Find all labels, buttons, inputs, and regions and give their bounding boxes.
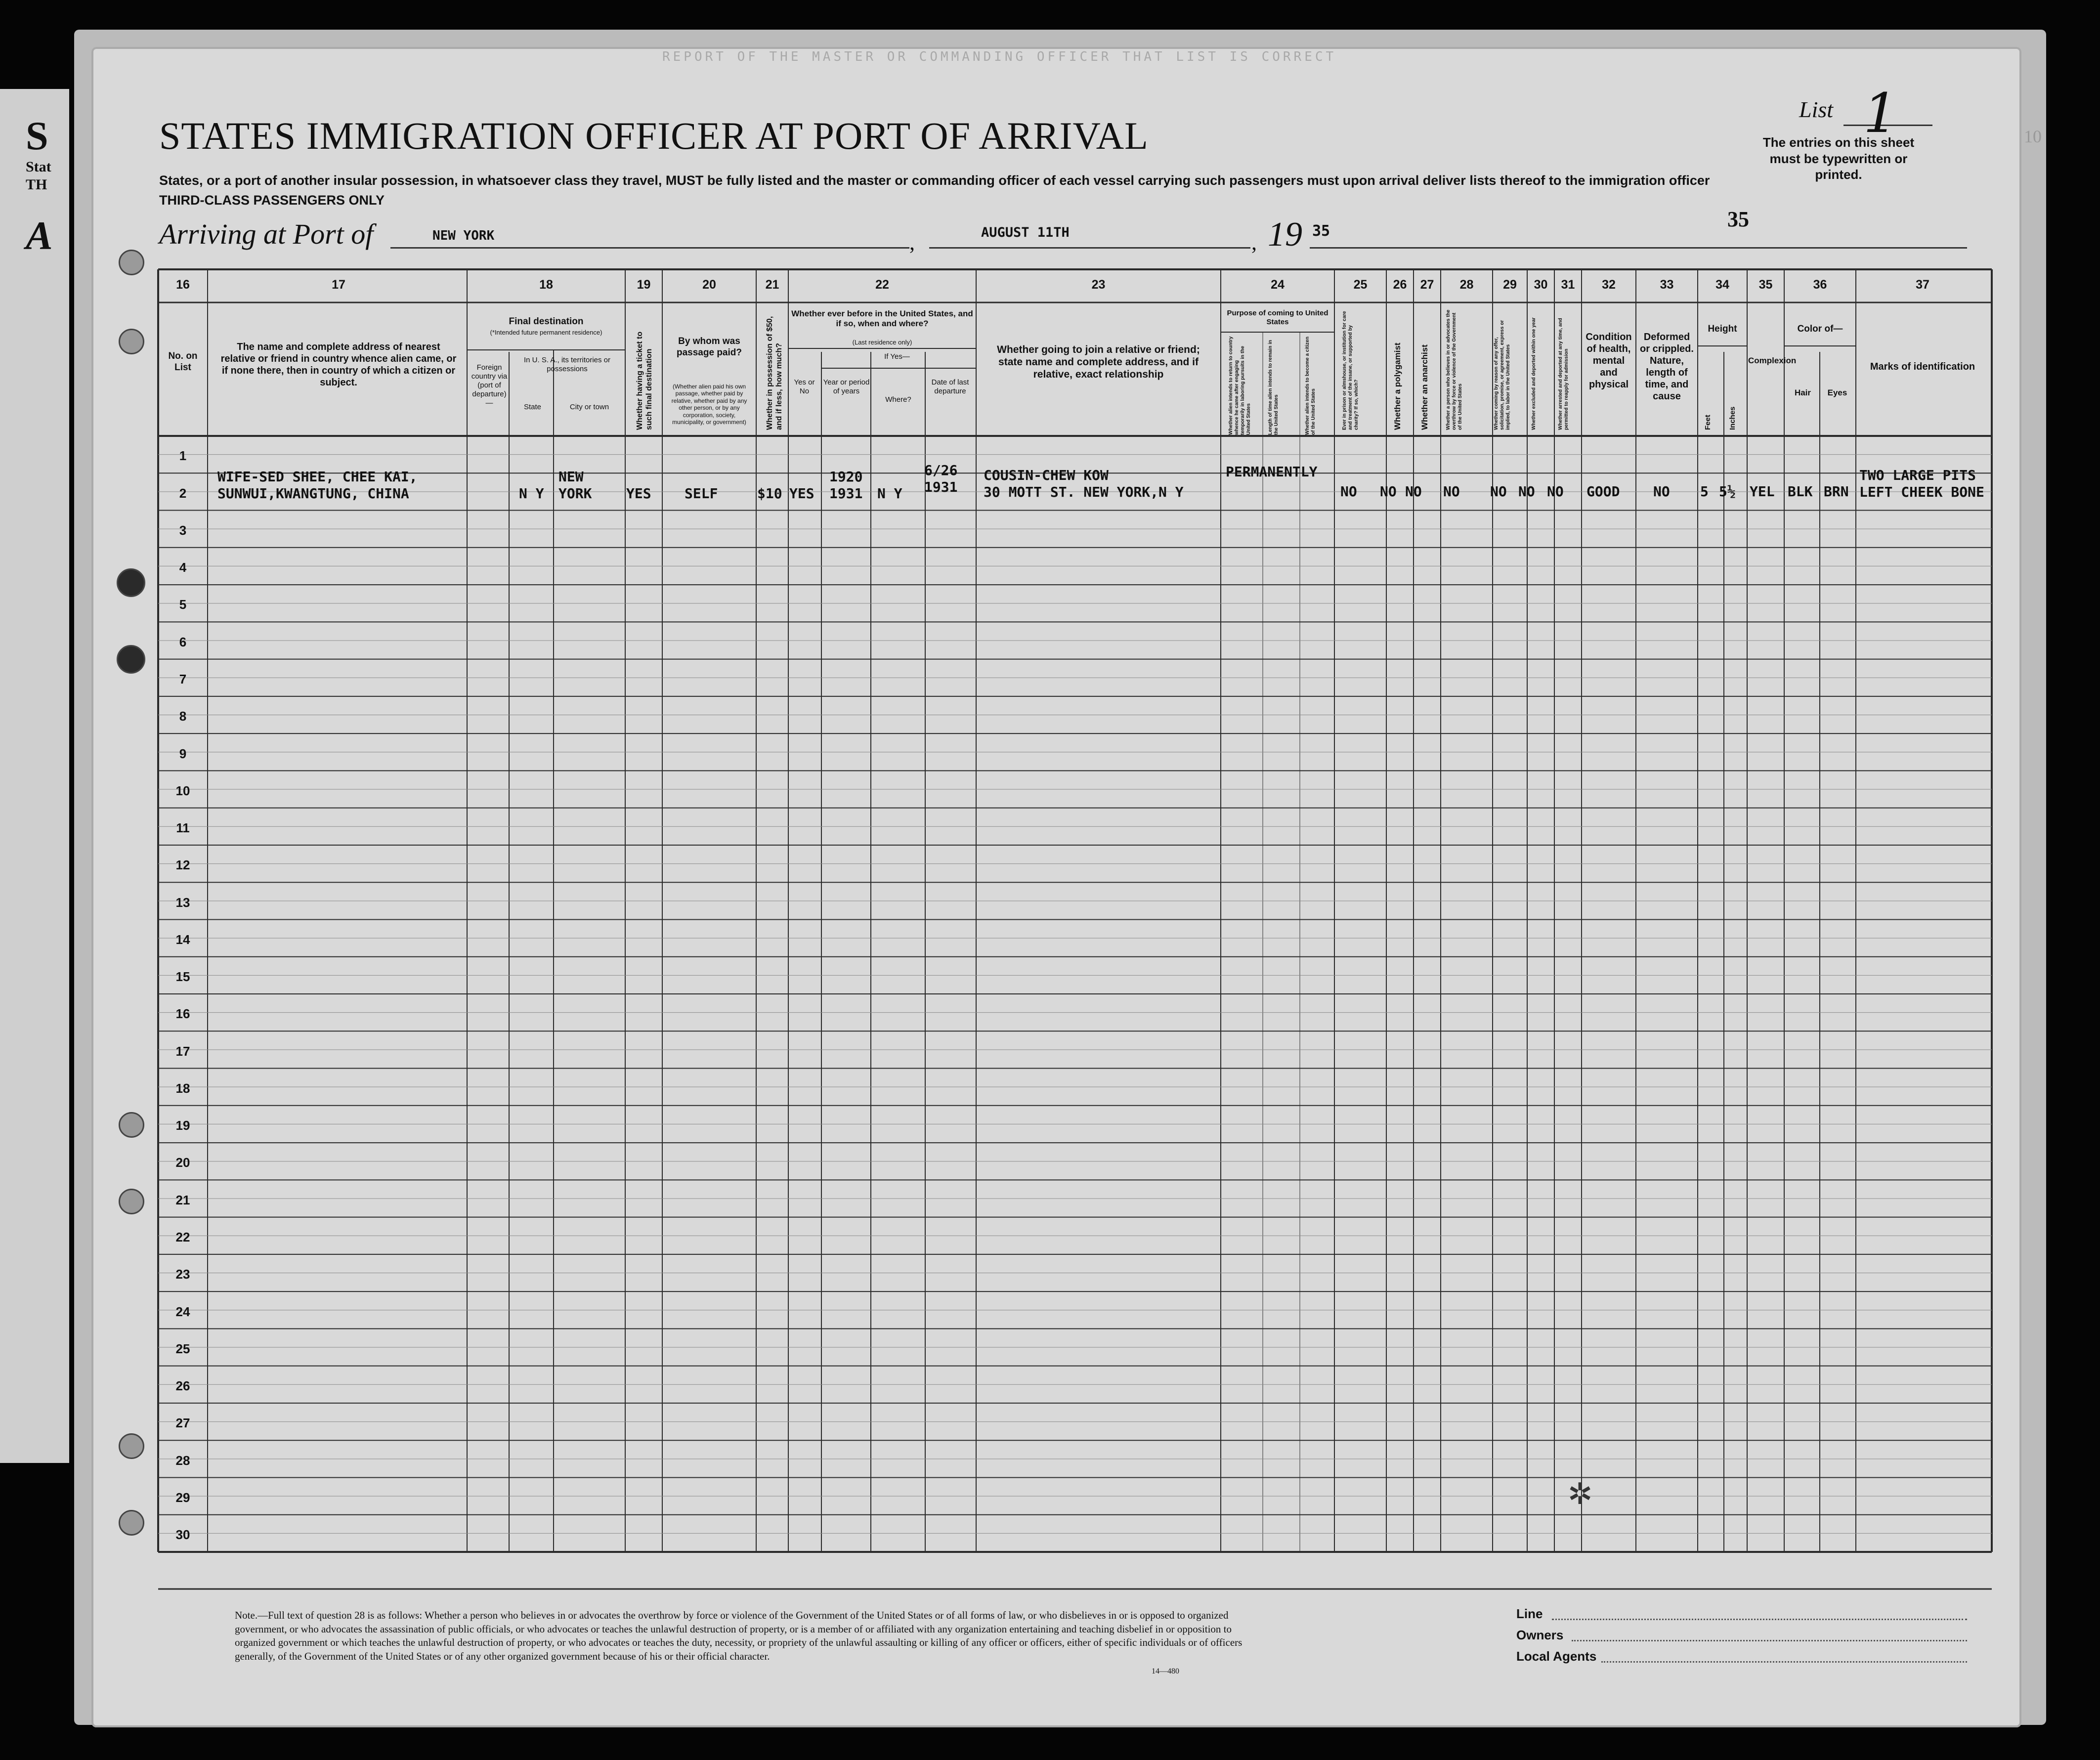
entry-state: N Y [519,485,544,502]
entry-where: N Y [877,485,902,502]
col-num-33: 33 [1660,278,1674,292]
hdr-city: City or town [569,403,609,411]
page-number: 35 [1727,207,1749,231]
entry-complexion: YEL [1750,483,1775,500]
hdr-anarchist: Whether an anarchist [1420,344,1429,430]
row-number: 15 [175,969,190,985]
line-field [1552,1619,1967,1620]
col-num-34: 34 [1715,278,1729,292]
hdr-passage-note: (Whether alien paid his own passage, whether paid by relative, whether paid by any other person, or by any corporation, society, municipality, or government) [671,383,747,426]
entry-last-departure [924,462,957,495]
hdr-no-on-list: No. on List [168,351,198,373]
hdr-relative: The name and complete address of nearest relative or friend in country whence alien came, or if none there, then in country of which a citizen or subject. [220,342,457,388]
hdr-if-yes: If Yes— [884,352,910,361]
col-num-17: 17 [332,278,345,292]
entry-eyes: BRN [1824,483,1849,500]
page-subtitle: States, or a port of another insular possession, in whatsoever class they travel, MUST be fully listed and the master or commanding officer of each vessel carrying such passengers must upon arrival deliver lists thereof to the immigration officer [159,173,1710,188]
row-number: 14 [175,932,190,947]
hdr-inches: Inches [1728,406,1737,430]
row-number: 27 [175,1416,190,1431]
col-num-16: 16 [176,278,190,292]
col-num-20: 20 [702,278,716,292]
row-number: 7 [179,671,187,687]
hdr-yes-or-no: Yes or No [794,378,815,395]
col-num-21: 21 [765,278,779,292]
margin-note: 10 [2024,127,2042,146]
entry-purpose: PERMANENTLY [1226,464,1318,480]
row-number: 12 [175,858,190,873]
col-num-35: 35 [1758,278,1773,292]
col-num-27: 27 [1420,278,1434,292]
arriving-label: Arriving at Port of [159,218,374,250]
hdr-deported: Whether arrested and deported at any time, and permitted to reapply for admission [1558,318,1569,430]
entry-labor-offer: NO [1490,483,1507,500]
line-label: Line [1516,1606,1543,1621]
agents-label: Local Agents [1516,1649,1597,1664]
hdr-going-to-join: Whether going to join a relative or friend; state name and complete address, and if relative, exact relationship [997,344,1200,381]
marks-line-2: LEFT CHEEK BONE [1859,483,1984,500]
year-prefix: 19 [1268,215,1302,254]
hdr-health: Condition of health, mental and physical [1586,332,1632,390]
entry-before-in-us: YES [789,485,814,502]
hdr-marks: Marks of identification [1870,361,1975,372]
hdr-complexion: Complexion [1748,356,1797,365]
hdr-state: State [523,403,542,411]
hdr-purpose: Purpose of coming to United States [1227,309,1329,326]
form-code: 14—480 [1152,1667,1179,1675]
row-number: 17 [175,1043,190,1059]
row-number: 24 [175,1304,190,1319]
row-number: 3 [179,522,187,538]
entry-deformed: NO [1653,483,1670,500]
row-number: 4 [179,560,187,575]
row-number: 10 [175,783,190,798]
city-line-2: YORK [558,485,592,502]
relative-line-1: WIFE-SED SHEE, CHEE KAI, [217,469,418,485]
arrival-date: AUGUST 11TH [981,225,1070,240]
col-num-26: 26 [1393,278,1407,292]
hdr-height: Height [1708,324,1737,334]
col-num-23: 23 [1091,278,1106,292]
hdr-passage-paid: By whom was passage paid? [677,336,742,358]
entry-inches: 5½ [1719,483,1736,500]
row-number: 26 [175,1378,190,1394]
row-number: 29 [175,1490,190,1505]
hdr-fifty-dollars: Whether in possession of $50, and if less, how much? [766,316,784,430]
join-line-1: COUSIN-CHEW KOW [984,467,1109,483]
col-num-32: 32 [1602,278,1616,292]
col-num-30: 30 [1534,278,1548,292]
row-number: 23 [175,1267,190,1282]
col-num-36: 36 [1813,278,1827,292]
hdr-last-departure: Date of last departure [931,378,969,395]
hdr-purpose-return: Whether alien intends to return to country whence he came after engaging temporarily in laboring pursuits in the United States [1228,336,1251,435]
row-number: 1 [179,448,187,464]
page-title: STATES IMMIGRATION OFFICER AT PORT OF ARRIVAL [159,114,1149,157]
col-num-24: 24 [1271,278,1285,292]
row-number: 6 [179,634,187,649]
entry-hair: BLK [1788,483,1813,500]
entry-years [829,469,862,502]
hdr-hair: Hair [1794,388,1811,397]
hdr-polygamist: Whether a polygamist [1393,343,1402,430]
row-number: 5 [179,597,187,612]
typewritten-notice: The entries on this sheet must be typewritten or printed. [1762,135,1915,182]
hdr-prison: Ever in prison or almshouse, or institution for care and treatment of the insane, or supported by charity? If so, which? [1342,311,1359,430]
join-line-2: 30 MOTT ST. NEW YORK,N Y [984,483,1184,500]
edge-small-text-2: TH [26,176,47,193]
hdr-labor-offer: Whether coming by reason of any offer, solicitation, promise, or agreement, express or implied, to labor in the United States [1494,320,1511,430]
col-num-37: 37 [1916,278,1929,292]
hdr-in-usa: In U. S. A., its territories or possessions [523,356,611,373]
owners-field [1572,1640,1967,1641]
entry-relative [217,469,418,502]
list-label: List [1799,97,1834,122]
hdr-foreign-country: Foreign country via (port of departure)— [471,363,508,407]
owners-label: Owners [1516,1628,1564,1642]
edge-small-text-1: Stat [26,159,51,175]
row-number: 28 [175,1453,190,1468]
col-num-28: 28 [1459,278,1474,292]
col-num-22: 22 [875,278,889,292]
hdr-purpose-length: Length of time alien intends to remain in the United States [1268,340,1279,435]
entry-ticket: YES [626,485,651,502]
years-line-1: 1920 [829,469,863,485]
row-number: 18 [175,1080,190,1096]
entry-money: $10 [757,485,782,502]
hdr-purpose-citizen: Whether alien intends to become a citizen of the United States [1305,337,1316,435]
hdr-excluded: Whether excluded and deported within one year [1531,317,1537,430]
hdr-last-residence: (Last residence only) [852,339,912,346]
entry-paid-by: SELF [685,485,718,502]
hdr-ticket: Whether having a ticket to such final destination [636,331,654,430]
port-value: NEW YORK [432,228,495,243]
edge-big-letter: S [26,113,48,158]
ink-smudge: ✲ [1568,1478,1593,1510]
hdr-final-destination: Final destination [509,316,584,327]
passenger-class: THIRD-CLASS PASSENGERS ONLY [159,193,385,208]
entry-overthrow: NO [1443,483,1460,500]
entry-deported: NO [1547,483,1564,500]
entry-marks [1859,467,1984,500]
row-number: 11 [176,820,190,836]
col-num-25: 25 [1353,278,1368,292]
row-number: 9 [179,746,187,761]
hdr-deformed: Deformed or crippled. Nature, length of time, and cause [1640,332,1694,402]
comma-2: , [1251,230,1257,255]
agents-field [1601,1661,1967,1663]
col-num-18: 18 [539,278,553,292]
years-line-2: 1931 [829,485,863,502]
entry-health: GOOD [1586,483,1620,500]
hdr-year-period: Year or period of years [823,378,870,395]
bleed-through-text: REPORT OF THE MASTER OR COMMANDING OFFICER THAT LIST IS CORRECT [662,49,1337,64]
entry-excluded: NO [1518,483,1535,500]
row-number: 21 [175,1192,190,1207]
entry-polygamist: NO [1380,483,1397,500]
entry-prison: NO [1340,483,1357,500]
row-number: 30 [175,1527,190,1543]
hdr-feet: Feet [1704,415,1712,430]
departure-line-1: 6/26 [924,462,958,478]
col-num-29: 29 [1503,278,1517,292]
col-num-19: 19 [637,278,651,292]
col-num-31: 31 [1561,278,1575,292]
footer-note: Note.—Full text of question 28 is as follows: Whether a person who believes in or advocates the overthrow by force or violence of the Government of the United States or of all forms of law, or who disbelieves in or is opposed to organized government, or who advocates the assassination of public officials, or who advocates or teaches the unlawful destruction of property, or is a member of or affiliated with any organization entertaining and teaching disbelief in or opposition to organized government or which teaches the unlawful destruction of property, or who advocates or teaches the duty, necessity, or propriety of the unlawful assaulting or killing of any officer or officers, either of specific individuals or of officers generally, of the Government of the United States or of any other organized government because of his or their official character. [235,1609,1243,1663]
entry-anarchist: NO [1405,483,1422,500]
year-suffix: 35 [1312,222,1330,240]
entry-feet: 5 [1700,483,1709,500]
list-number: 1 [1863,82,1898,145]
hdr-overthrow: Whether a person who believes in or advocates the overthrow by force or violence of the Government of the United States [1446,309,1463,430]
hdr-eyes: Eyes [1827,388,1847,397]
row-number: 2 [179,485,187,501]
marks-line-1: TWO LARGE PITS [1859,467,1976,483]
departure-line-2: 1931 [924,478,958,495]
edge-big-letter-2: A [26,213,53,258]
city-line-1: NEW [558,469,584,485]
row-number: 25 [175,1341,190,1356]
row-number: 16 [175,1006,190,1022]
comma: , [909,230,915,255]
hdr-final-destination-note: (*Intended future permanent residence) [490,329,602,336]
row-number: 13 [175,895,190,910]
row-number: 20 [175,1155,190,1170]
relative-line-2: SUNWUI,KWANGTUNG, CHINA [217,485,409,502]
row-number: 8 [179,709,187,724]
hdr-ever-before: Whether ever before in the United States, and if so, when and where? [791,309,973,329]
entry-joining [984,467,1184,500]
entry-city [558,469,592,502]
row-number: 22 [175,1229,190,1245]
hdr-color-of: Color of— [1797,324,1843,334]
row-number: 19 [175,1118,190,1133]
hdr-where: Where? [885,395,911,404]
